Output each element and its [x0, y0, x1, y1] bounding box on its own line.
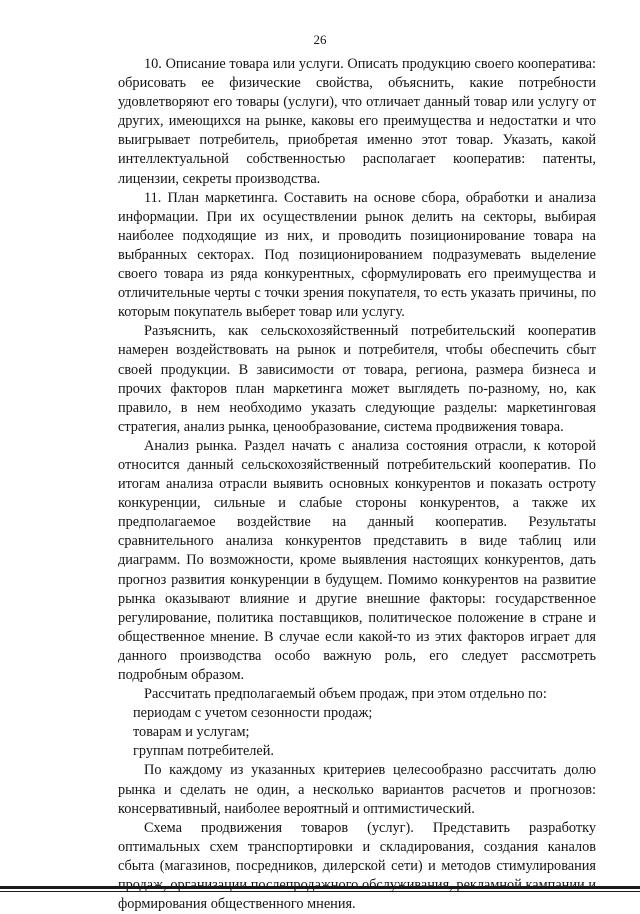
footer-rule-thick [0, 886, 640, 889]
body-text [118, 55, 596, 914]
list-item-consumer-groups: группам потребителей. [133, 743, 274, 760]
paragraph-marketing-plan: 11. План маркетинга. Составить на основе сбора, обработки и анализа информации. При их осуществлении рынок делить на секторы, выбирая наиболее подходящие из них, и проводить позиционирование товара на выбранных секторах. Под позиционированием подразумевать выделение своего товара из ряда конкурентных, сформулировать его преимущества и отличительные черты с точки зрения покупателя, то есть указать причины, по которым покупатель выберет товар или услугу. [118, 189, 596, 321]
footer-rule-thin [0, 891, 640, 892]
paragraph-marketing-sections: Разъяснить, как сельскохозяйственный потребительский кооператив намерен воздействовать на рынок и потребителя, чтобы обеспечить сбыт своей продукции. В зависимости от товара, региона, размера бизнеса и прочих факторов план маркетинга может выглядеть по-разному, но, как правило, в нем необходимо указать следующие разделы: маркетинговая стратегия, анализ рынка, ценообразование, система продвижения товара. [118, 323, 596, 435]
list-item-goods-services: товарам и услугам; [133, 724, 250, 741]
list-item-seasonality: периодам с учетом сезонности продаж; [133, 705, 373, 722]
page-number: 26 [313, 32, 327, 47]
paragraph-sales-volume: Рассчитать предполагаемый объем продаж, при этом отдельно по: [144, 686, 547, 703]
paragraph-forecast-variants: По каждому из указанных критериев целесообразно рассчитать долю рынка и сделать не один, а несколько вариантов расчетов и прогнозов: консервативный, наиболее вероятный и оптимистический. [118, 762, 596, 817]
paragraph-promotion-scheme: Схема продвижения товаров (услуг). Представить разработку оптимальных схем транспортировки и складирования, создания каналов сбыта (магазинов, посредников, дилерской сети) и методов стимулирования формирования общественного мнения. [118, 819, 596, 913]
paragraph-market-analysis: Анализ рынка. Раздел начать с анализа состояния отрасли, к которой относится данный сельскохозяйственный потребительский кооператив. По итогам анализа отрасли выявить основных конкурентов и показать остроту конкуренции, сильные и слабые стороны конкурентов, а также их предполагаемое воздействие на данный кооператив. Результаты сравнительного анализа конкурентов представить в виде таблиц или диаграмм. По возможности, кроме выявления настоящих конкурентов, дать прогноз развития конкуренции в будущем. Помимо конкурентов на развитие рынка оказывают влияние и другие внешние факторы: государственное регулирование, политика поставщиков, политическое положение в стране и общественное мнение. В случае если какой-то из этих факторов играет для данного производства особо важную роль, его следует рассмотреть подробным образом. [118, 437, 596, 683]
paragraph-product-description: 10. Описание товара или услуги. Описать продукцию своего кооператива: обрисовать ее физические свойства, объяснить, какие потребности удовлетворяют его товары (услуги), что отличает данный товар или услугу от других, имеющихся на рынке, каковы его преимущества и недостатки и что выигрывает потребитель, приобретая именно этот товар. Указать, какой интеллектуальной собственностью располагает кооператив: патенты, лицензии, секреты производства. [118, 56, 596, 187]
